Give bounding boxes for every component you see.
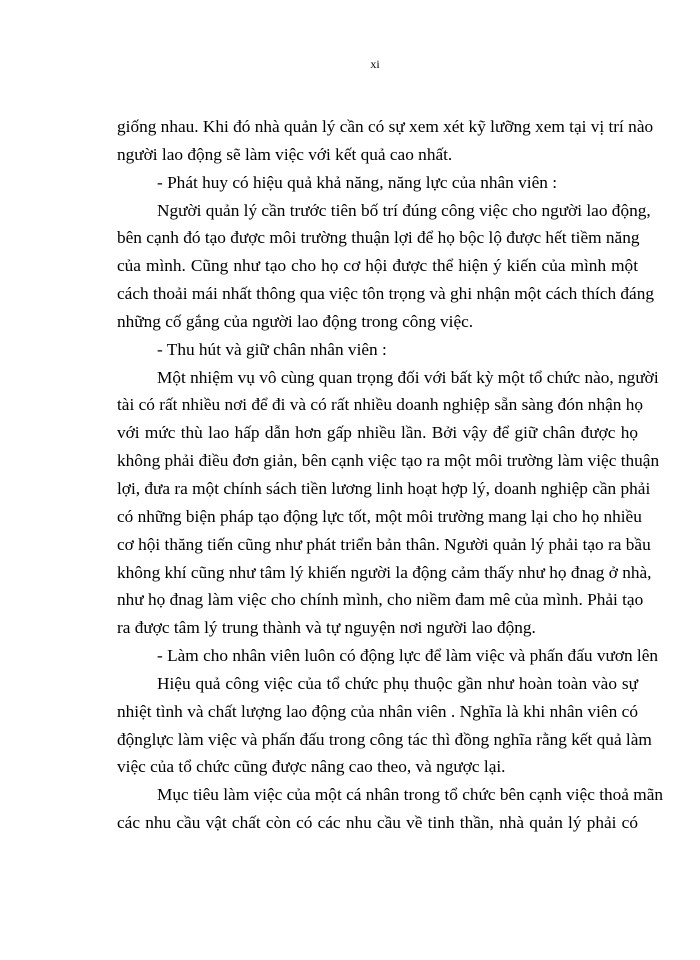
text-line: tài có rất nhiều nơi để đi và có rất nhiều doanh nghiệp sẵn sàng đón nhận họ <box>117 395 643 415</box>
text-line: không phải điều đơn giản, bên cạnh việc tạo ra một môi trường làm việc thuận <box>117 451 660 471</box>
text-line: các nhu cầu vật chất còn có các nhu cầu về tinh thần, nhà quản lý phải có <box>117 813 638 833</box>
document-body <box>117 113 664 837</box>
text-line: không khí cũng như tâm lý khiến người la động cảm thấy như họ đnag ở nhà, <box>117 562 652 582</box>
text-line: Mục tiêu làm việc của một cá nhân trong tổ chức bên cạnh việc thoả mãn <box>157 785 664 805</box>
text-line: - Thu hút và giữ chân nhân viên : <box>157 339 387 359</box>
text-line: Hiệu quả công việc của tổ chức phụ thuộc gần như hoàn toàn vào sự <box>157 673 638 693</box>
text-line: với mức thù lao hấp dẫn hơn gấp nhiều lần. Bởi vậy để giữ chân được họ <box>117 423 638 443</box>
text-line: người lao động sẽ làm việc với kết quả cao nhất. <box>117 144 453 164</box>
text-line: những cố gắng của người lao động trong công việc. <box>117 311 474 331</box>
text-line: của mình. Cũng như tạo cho họ cơ hội được thể hiện ý kiến của mình một <box>117 256 638 276</box>
text-line: cách thoải mái nhất thông qua việc tôn trọng và ghi nhận một cách thích đáng <box>117 284 655 304</box>
text-line: ra được tâm lý trung thành và tự nguyện nơi người lao động. <box>117 618 536 638</box>
text-line: bên cạnh đó tạo được môi trường thuận lợi để họ bộc lộ được hết tiềm năng <box>117 228 640 248</box>
page-number: xi <box>370 57 380 71</box>
text-line: giống nhau. Khi đó nhà quản lý cần có sự xem xét kỹ lưỡng xem tại vị trí nào <box>117 117 654 136</box>
text-line: việc của tổ chức cũng được nâng cao theo, và ngược lại. <box>117 757 506 777</box>
text-line: Một nhiệm vụ vô cùng quan trọng đối với bất kỳ một tổ chức nào, người <box>157 367 659 387</box>
text-line: - Làm cho nhân viên luôn có động lực để làm việc và phấn đấu vươn lên <box>157 646 659 666</box>
text-line: có những biện pháp tạo động lực tốt, một môi trường mang lại cho họ nhiều <box>117 506 642 526</box>
text-line: lợi, đưa ra một chính sách tiền lương linh hoạt hợp lý, doanh nghiệp cần phải <box>117 478 651 498</box>
text-line: - Phát huy có hiệu quả khả năng, năng lực của nhân viên : <box>157 172 558 192</box>
text-line: như họ đnag làm việc cho chính mình, cho niềm đam mê của mình. Phải tạo <box>117 590 644 610</box>
text-line: Người quản lý cần trước tiên bố trí đúng công việc cho người lao động, <box>157 200 651 220</box>
text-line: độnglực làm việc và phấn đấu trong công tác thì đồng nghĩa rằng kết quả làm <box>117 729 652 749</box>
text-line: cơ hội thăng tiến cũng như phát triển bản thân. Người quản lý phải tạo ra bầu <box>117 534 651 554</box>
text-line: nhiệt tình và chất lượng lao động của nhân viên . Nghĩa là khi nhân viên có <box>117 701 638 721</box>
